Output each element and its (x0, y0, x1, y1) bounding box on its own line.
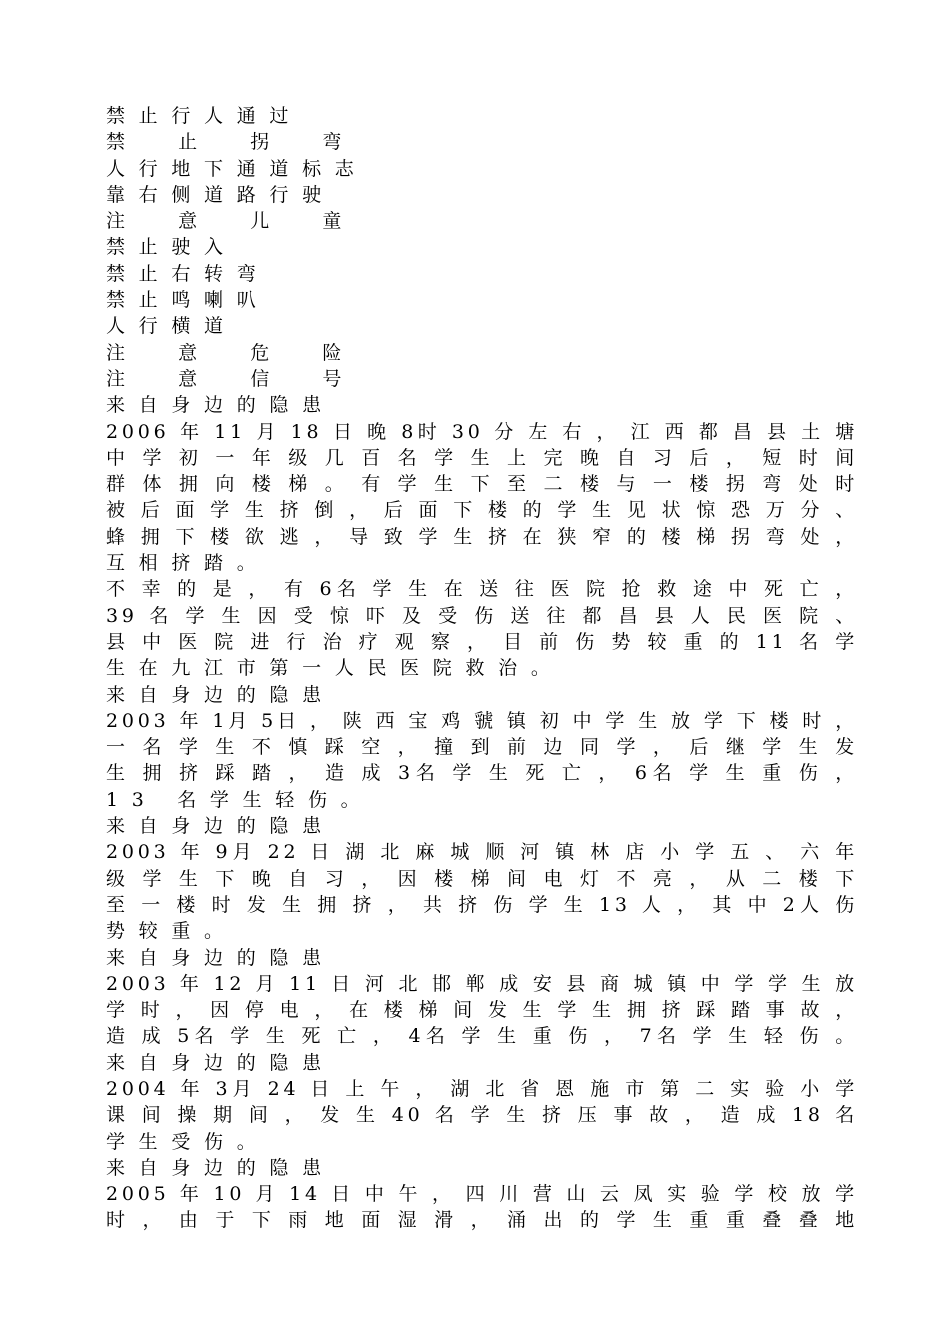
text-line: 2003 年 12 月 11 日 河 北 邯 郸 成 安 县 商 城 镇 中 学 学 生 放 (106, 972, 858, 995)
text-line: 2003 年 1月 5日 ， 陕 西 宝 鸡 虢 镇 初 中 学 生 放 学 下 楼 时 ， (106, 709, 858, 732)
text-line: 2005 年 10 月 14 日 中 午 ， 四 川 营 山 云 凤 实 验 学 校 放 学 (106, 1183, 858, 1206)
text-line: 学 时 ， 因 停 电 ， 在 楼 梯 间 发 生 学 生 拥 挤 踩 踏 事 故 ， (106, 999, 858, 1022)
text-line: 势较重。 (106, 920, 237, 943)
text-line: 13 名学生轻伤。 (106, 788, 374, 811)
text-line: 禁止驶入 (106, 236, 237, 259)
text-line: 至 一 楼 时 发 生 拥 挤 ， 共 挤 伤 学 生 13 人 ， 其 中 2人 伤 (106, 893, 858, 916)
text-line: 级 学 生 下 晚 自 习 ， 因 楼 梯 间 电 灯 不 亮 ， 从 二 楼 下 (106, 867, 858, 890)
text-line: 被 后 面 学 生 挤 倒 ， 后 面 下 楼 的 学 生 见 状 惊 恐 万 分 、 (106, 499, 858, 522)
text-line: 注 意 儿 童 (106, 210, 356, 233)
text-line: 群 体 拥 向 楼 梯 。 有 学 生 下 至 二 楼 与 一 楼 拐 弯 处 时 (106, 473, 858, 496)
text-line: 人行地下通道标志 (106, 157, 368, 180)
text-line: 来自身边的隐患 (106, 815, 335, 838)
text-line: 来自身边的隐患 (106, 683, 335, 706)
text-line: 注 意 危 险 (106, 341, 356, 364)
text-line: 来自身边的隐患 (106, 1156, 335, 1179)
text-line: 禁止右转弯 (106, 262, 270, 285)
text-line: 课 间 操 期 间 ， 发 生 40 名 学 生 挤 压 事 故 ， 造 成 18 名 (106, 1104, 858, 1127)
text-line: 来自身边的隐患 (106, 1051, 335, 1074)
text-line: 注 意 信 号 (106, 367, 356, 390)
text-line: 来自身边的隐患 (106, 394, 335, 417)
text-line: 学生受伤。 (106, 1130, 270, 1153)
text-line: 禁止行人通过 (106, 105, 303, 127)
text-line: 生 拥 挤 踩 踏 ， 造 成 3名 学 生 死 亡 ， 6名 学 生 重 伤 ， (106, 762, 858, 785)
text-line: 蜂 拥 下 楼 欲 逃 ， 导 致 学 生 挤 在 狭 窄 的 楼 梯 拐 弯 处 ， (106, 525, 858, 548)
text-line: 靠右侧道路行驶 (106, 183, 335, 206)
text-line: 不 幸 的 是 ， 有 6名 学 生 在 送 往 医 院 抢 救 途 中 死 亡 ， (106, 578, 858, 601)
text-line: 造 成 5名 学 生 死 亡 ， 4名 学 生 重 伤 ， 7名 学 生 轻 伤 。 (106, 1025, 858, 1048)
text-line: 人行横道 (106, 315, 237, 338)
text-line: 生在九江市第一人民医院救治。 (106, 657, 564, 680)
text-line: 一 名 学 生 不 慎 踩 空 ， 撞 到 前 边 同 学 ， 后 继 学 生 发 (106, 736, 858, 759)
text-line: 禁 止 拐 弯 (106, 131, 356, 154)
text-line: 县 中 医 院 进 行 治 疗 观 察 ， 目 前 伤 势 较 重 的 11 名 学 (106, 630, 858, 653)
text-line: 互相挤踏。 (106, 552, 270, 575)
text-line: 时 ， 由 于 下 雨 地 面 湿 滑 ， 涌 出 的 学 生 重 重 叠 叠 地 (106, 1209, 858, 1232)
text-line: 39 名 学 生 因 受 惊 吓 及 受 伤 送 往 都 昌 县 人 民 医 院 、 (106, 604, 858, 627)
text-line: 2003 年 9月 22 日 湖 北 麻 城 顺 河 镇 林 店 小 学 五 、 六 年 (106, 841, 858, 864)
text-line: 2004 年 3月 24 日 上 午 ， 湖 北 省 恩 施 市 第 二 实 验 小 学 (106, 1077, 858, 1100)
document-body (106, 103, 858, 1234)
text-line: 禁止鸣喇叭 (106, 289, 270, 312)
text-line: 2006 年 11 月 18 日 晚 8时 30 分 左 右 ， 江 西 都 昌 县 土 塘 (106, 420, 858, 443)
text-line: 来自身边的隐患 (106, 946, 335, 969)
text-line: 中 学 初 一 年 级 几 百 名 学 生 上 完 晚 自 习 后 ， 短 时 间 (106, 446, 858, 469)
